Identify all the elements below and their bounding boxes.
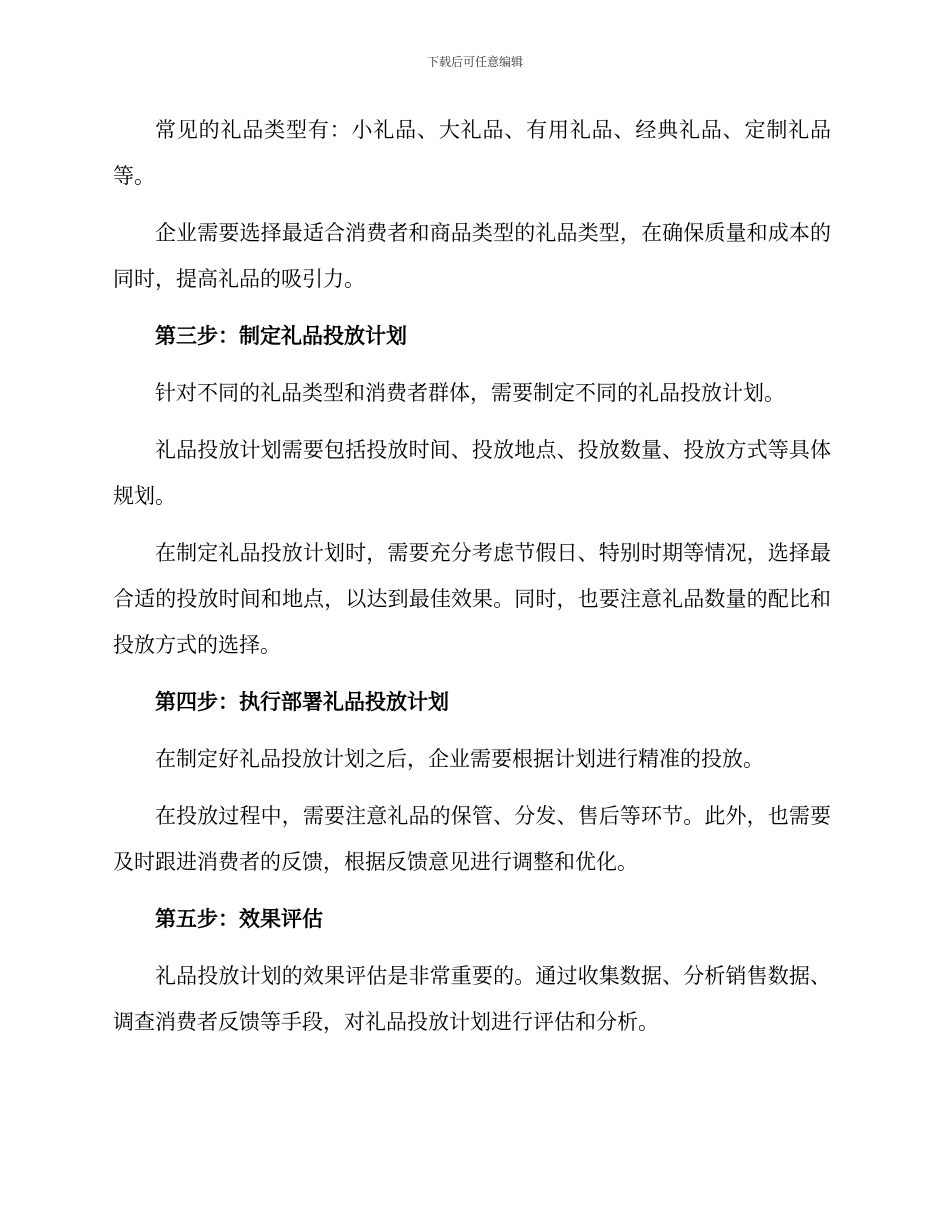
paragraph-plan-contents: 礼品投放计划需要包括投放时间、投放地点、投放数量、投放方式等具体规划。 xyxy=(113,438,831,508)
heading-step-five: 第五步：效果评估 xyxy=(155,907,323,931)
paragraph-plan-by-group: 针对不同的礼品类型和消费者群体，需要制定不同的礼品投放计划。 xyxy=(155,381,785,405)
page-header-note: 下载后可任意编辑 xyxy=(426,55,523,69)
paragraph-gift-types: 常见的礼品类型有：小礼品、大礼品、有用礼品、经典礼品、定制礼品等。 xyxy=(113,118,831,188)
paragraph-execution-notes: 在投放过程中，需要注意礼品的保管、分发、售后等环节。此外，也需要及时跟进消费者的反馈，根据反馈意见进行调整和优化。 xyxy=(113,804,831,874)
paragraph-effect-evaluation: 礼品投放计划的效果评估是非常重要的。通过收集数据、分析销售数据、调查消费者反馈等手段，对礼品投放计划进行评估和分析。 xyxy=(113,964,831,1034)
heading-step-three: 第三步：制定礼品投放计划 xyxy=(155,324,407,348)
paragraph-execute-plan: 在制定好礼品投放计划之后，企业需要根据计划进行精准的投放。 xyxy=(155,747,764,771)
heading-step-four: 第四步：执行部署礼品投放计划 xyxy=(155,690,449,714)
document-body xyxy=(113,107,831,1056)
paragraph-choose-gift-type: 企业需要选择最适合消费者和商品类型的礼品类型，在确保质量和成本的同时，提高礼品的吸引力。 xyxy=(113,221,831,291)
paragraph-plan-considerations: 在制定礼品投放计划时，需要充分考虑节假日、特别时期等情况，选择最合适的投放时间和地点，以达到最佳效果。同时，也要注意礼品数量的配比和投放方式的选择。 xyxy=(113,541,831,657)
